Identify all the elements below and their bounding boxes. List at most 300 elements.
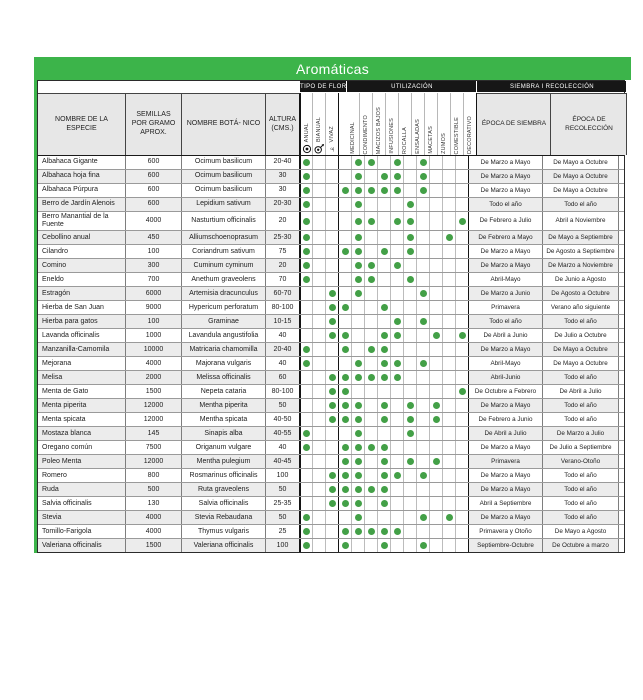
mark-cell-anual (300, 469, 313, 482)
mark-cell-comestible (443, 357, 456, 370)
mark-cell-rocalla (391, 184, 404, 197)
mark-cell-anual (300, 301, 313, 314)
mark-cell-infusiones (378, 483, 391, 496)
mark-cell-ensaladas (404, 399, 417, 412)
green-dot-icon (420, 472, 427, 479)
harvest-season-cell: De Mayo a Octubre (543, 170, 619, 183)
green-dot-icon (303, 234, 310, 241)
mark-cell-macizos-bajos (365, 399, 378, 412)
mark-cell-anual (300, 231, 313, 244)
mark-cell-vivaz (326, 184, 339, 197)
green-dot-icon (368, 276, 375, 283)
mark-cell-vivaz (326, 469, 339, 482)
mark-cell-macetas (417, 287, 430, 300)
green-dot-icon (407, 458, 414, 465)
mark-cell-medicinal (339, 156, 352, 169)
mark-cell-bianual (313, 385, 326, 398)
mark-cell-infusiones (378, 427, 391, 440)
botanical-name-cell: Graminae (182, 315, 266, 328)
mark-cell-infusiones (378, 184, 391, 197)
height-cell: 50 (266, 483, 300, 496)
mark-cell-decorativo (456, 156, 469, 169)
green-dot-icon (303, 346, 310, 353)
green-dot-icon (342, 248, 349, 255)
mark-cell-decorativo (456, 399, 469, 412)
harvest-season-cell: De Mayo a Octubre (543, 343, 619, 356)
band-tipo-de-flor: TIPO DE FLOR (300, 81, 346, 92)
header-semillas: SEMILLAS POR GRAMO APROX. (126, 93, 182, 155)
botanical-name-cell: Matricaria chamomilla (182, 343, 266, 356)
species-name-cell: Menta spicata (38, 413, 126, 426)
height-cell: 25-30 (266, 231, 300, 244)
species-name-cell: Ruda (38, 483, 126, 496)
height-cell: 100 (266, 539, 300, 552)
mark-cell-condimento (352, 198, 365, 211)
mark-cell-anual (300, 441, 313, 454)
mark-cell-vivaz (326, 427, 339, 440)
mark-cell-macizos-bajos (365, 511, 378, 524)
botanical-name-cell: Sinapis alba (182, 427, 266, 440)
botanical-name-cell: Melissa officinalis (182, 371, 266, 384)
mark-cell-rocalla (391, 427, 404, 440)
mark-cell-rocalla (391, 259, 404, 272)
mark-cell-zumos (430, 315, 443, 328)
mark-cell-ensaladas (404, 245, 417, 258)
height-cell: 10-15 (266, 315, 300, 328)
sowing-season-cell: De Octubre a Febrero (469, 385, 543, 398)
mark-cell-decorativo (456, 184, 469, 197)
mark-cell-condimento (352, 483, 365, 496)
mark-cell-anual (300, 427, 313, 440)
botanical-name-cell: Cuminum cyminum (182, 259, 266, 272)
green-dot-icon (355, 234, 362, 241)
mark-cell-decorativo (456, 455, 469, 468)
green-dot-icon (329, 472, 336, 479)
mark-cell-bianual (313, 497, 326, 510)
table-row (38, 413, 624, 427)
mark-cell-comestible (443, 184, 456, 197)
mark-cell-vivaz (326, 343, 339, 356)
green-dot-icon (355, 374, 362, 381)
mark-cell-bianual (313, 212, 326, 230)
green-dot-icon (381, 248, 388, 255)
mark-cell-macetas (417, 212, 430, 230)
harvest-season-cell: De Marzo a Noviembre (543, 259, 619, 272)
mark-cell-medicinal (339, 441, 352, 454)
mark-cell-zumos (430, 399, 443, 412)
height-cell: 40 (266, 441, 300, 454)
mark-cell-infusiones (378, 413, 391, 426)
mark-cell-medicinal (339, 511, 352, 524)
mark-cell-macizos-bajos (365, 539, 378, 552)
mark-cell-vivaz (326, 329, 339, 342)
mark-cell-condimento (352, 343, 365, 356)
mark-cell-anual (300, 511, 313, 524)
mark-cell-bianual (313, 259, 326, 272)
util-col-macetas (425, 93, 438, 155)
green-dot-icon (381, 458, 388, 465)
table-row (38, 343, 624, 357)
mark-cell-infusiones (378, 441, 391, 454)
seeds-per-gram-cell: 500 (126, 483, 182, 496)
botanical-name-cell: Ocimum basilicum (182, 156, 266, 169)
mark-cell-medicinal (339, 170, 352, 183)
table-row (38, 184, 624, 198)
harvest-season-cell: De Agosto a Septiembre (543, 245, 619, 258)
mark-cell-comestible (443, 469, 456, 482)
mark-cell-comestible (443, 343, 456, 356)
mark-cell-infusiones (378, 343, 391, 356)
green-dot-icon (342, 486, 349, 493)
height-cell: 70 (266, 273, 300, 286)
green-dot-icon (342, 332, 349, 339)
mark-cell-medicinal (339, 371, 352, 384)
mark-cell-rocalla (391, 525, 404, 538)
green-dot-icon (381, 500, 388, 507)
table-row (38, 427, 624, 441)
mark-cell-macetas (417, 273, 430, 286)
harvest-season-cell: Todo el año (543, 399, 619, 412)
sowing-season-cell: De Abril a Junio (469, 329, 543, 342)
mark-cell-infusiones (378, 511, 391, 524)
mark-cell-ensaladas (404, 184, 417, 197)
mark-cell-infusiones (378, 259, 391, 272)
green-dot-icon (420, 360, 427, 367)
mark-cell-macizos-bajos (365, 245, 378, 258)
mark-cell-anual (300, 184, 313, 197)
species-name-cell: Valeriana officinalis (38, 539, 126, 552)
mark-cell-macizos-bajos (365, 301, 378, 314)
flower-col-anual (300, 93, 313, 155)
mark-cell-comestible (443, 259, 456, 272)
mark-cell-condimento (352, 184, 365, 197)
seeds-per-gram-cell: 7500 (126, 441, 182, 454)
sowing-season-cell: De Marzo a Mayo (469, 170, 543, 183)
seeds-per-gram-cell: 4000 (126, 357, 182, 370)
sowing-season-cell: De Marzo a Mayo (469, 184, 543, 197)
green-dot-icon (329, 374, 336, 381)
mark-cell-macetas (417, 245, 430, 258)
mark-cell-anual (300, 371, 313, 384)
mark-cell-macizos-bajos (365, 198, 378, 211)
mark-cell-infusiones (378, 156, 391, 169)
mark-cell-vivaz (326, 455, 339, 468)
mark-cell-bianual (313, 329, 326, 342)
mark-cell-ensaladas (404, 371, 417, 384)
green-dot-icon (407, 201, 414, 208)
mark-cell-rocalla (391, 371, 404, 384)
table-row (38, 273, 624, 287)
table-row (38, 287, 624, 301)
seeds-per-gram-cell: 4000 (126, 525, 182, 538)
mark-cell-macetas (417, 259, 430, 272)
botanical-name-cell: Anethum graveolens (182, 273, 266, 286)
mark-cell-infusiones (378, 315, 391, 328)
util-col-label: COMESTIBLE (454, 116, 461, 154)
green-dot-icon (381, 187, 388, 194)
mark-cell-infusiones (378, 198, 391, 211)
green-dot-icon (355, 514, 362, 521)
green-dot-icon (303, 187, 310, 194)
green-dot-icon (303, 542, 310, 549)
mark-cell-zumos (430, 413, 443, 426)
sowing-season-cell: Septiembre-Octubre (469, 539, 543, 552)
mark-cell-decorativo (456, 511, 469, 524)
mark-cell-infusiones (378, 455, 391, 468)
mark-cell-macetas (417, 469, 430, 482)
mark-cell-zumos (430, 469, 443, 482)
sowing-season-cell: De Marzo a Mayo (469, 399, 543, 412)
height-cell: 40-45 (266, 455, 300, 468)
height-cell: 40-50 (266, 413, 300, 426)
botanical-name-cell: Rosmarinus officinalis (182, 469, 266, 482)
mark-cell-bianual (313, 413, 326, 426)
green-dot-icon (303, 218, 310, 225)
sowing-season-cell: De Febrero a Mayo (469, 231, 543, 244)
green-dot-icon (342, 388, 349, 395)
table-row (38, 385, 624, 399)
mark-cell-decorativo (456, 329, 469, 342)
util-col-condimento (360, 93, 373, 155)
green-dot-icon (303, 159, 310, 166)
seeds-per-gram-cell: 6000 (126, 287, 182, 300)
height-cell: 30 (266, 184, 300, 197)
page-title: Aromáticas (295, 60, 370, 77)
seeds-per-gram-cell: 4000 (126, 212, 182, 230)
mark-cell-condimento (352, 497, 365, 510)
mark-cell-zumos (430, 156, 443, 169)
sowing-season-cell: De Marzo a Mayo (469, 156, 543, 169)
sowing-season-cell: Primavera (469, 301, 543, 314)
green-dot-icon (329, 486, 336, 493)
mark-cell-ensaladas (404, 455, 417, 468)
green-dot-icon (342, 187, 349, 194)
green-dot-icon (355, 430, 362, 437)
mark-cell-medicinal (339, 259, 352, 272)
mark-cell-decorativo (456, 371, 469, 384)
botanical-name-cell: Coriandrum sativum (182, 245, 266, 258)
flower-col-vivaz (326, 93, 339, 155)
mark-cell-condimento (352, 427, 365, 440)
mark-cell-decorativo (456, 385, 469, 398)
mark-cell-condimento (352, 511, 365, 524)
botanical-name-cell: Mentha piperita (182, 399, 266, 412)
green-dot-icon (368, 444, 375, 451)
harvest-season-cell: Todo el año (543, 511, 619, 524)
mark-cell-comestible (443, 212, 456, 230)
mark-cell-medicinal (339, 329, 352, 342)
table-row (38, 497, 624, 511)
green-dot-icon (355, 472, 362, 479)
mark-cell-vivaz (326, 287, 339, 300)
mark-cell-macizos-bajos (365, 469, 378, 482)
mark-cell-zumos (430, 371, 443, 384)
harvest-season-cell: Todo el año (543, 469, 619, 482)
green-dot-icon (459, 218, 466, 225)
mark-cell-decorativo (456, 198, 469, 211)
harvest-season-cell: De Mayo a Octubre (543, 156, 619, 169)
mark-cell-bianual (313, 273, 326, 286)
green-dot-icon (355, 187, 362, 194)
group-siembra-recoleccion (477, 81, 627, 155)
mark-cell-vivaz (326, 497, 339, 510)
mark-cell-infusiones (378, 273, 391, 286)
seeds-per-gram-cell: 12000 (126, 455, 182, 468)
botanical-name-cell: Salvia officinalis (182, 497, 266, 510)
sowing-season-cell: Abril-Mayo (469, 357, 543, 370)
util-col-zumos (438, 93, 451, 155)
mark-cell-condimento (352, 156, 365, 169)
mark-cell-macizos-bajos (365, 385, 378, 398)
green-dot-icon (407, 234, 414, 241)
seeds-per-gram-cell: 10000 (126, 343, 182, 356)
mark-cell-bianual (313, 427, 326, 440)
mark-cell-medicinal (339, 357, 352, 370)
mark-cell-anual (300, 287, 313, 300)
species-name-cell: Berro de Jardín Alenois (38, 198, 126, 211)
sowing-season-cell: Primavera (469, 455, 543, 468)
mark-cell-comestible (443, 198, 456, 211)
harvest-season-cell: De Mayo a Agosto (543, 525, 619, 538)
mark-cell-condimento (352, 371, 365, 384)
botanical-name-cell: Mentha spicata (182, 413, 266, 426)
mark-cell-condimento (352, 329, 365, 342)
table-row (38, 483, 624, 497)
species-name-cell: Eneldo (38, 273, 126, 286)
mark-cell-medicinal (339, 455, 352, 468)
mark-cell-zumos (430, 525, 443, 538)
aromatics-table-wrap (34, 80, 625, 553)
mark-cell-medicinal (339, 483, 352, 496)
green-dot-icon (381, 528, 388, 535)
green-dot-icon (381, 486, 388, 493)
green-dot-icon (459, 332, 466, 339)
mark-cell-anual (300, 245, 313, 258)
mark-cell-comestible (443, 301, 456, 314)
mark-cell-comestible (443, 427, 456, 440)
green-dot-icon (407, 218, 414, 225)
mark-cell-zumos (430, 511, 443, 524)
util-col-label: INFUSIONES (389, 118, 396, 154)
harvest-season-cell: Todo el año (543, 198, 619, 211)
mark-cell-macizos-bajos (365, 455, 378, 468)
table-row (38, 259, 624, 273)
mark-cell-medicinal (339, 497, 352, 510)
mark-cell-anual (300, 156, 313, 169)
mark-cell-decorativo (456, 357, 469, 370)
mark-cell-anual (300, 483, 313, 496)
green-dot-icon (355, 201, 362, 208)
harvest-season-cell: De Mayo a Octubre (543, 357, 619, 370)
mark-cell-ensaladas (404, 287, 417, 300)
util-col-comestible (451, 93, 464, 155)
mark-cell-decorativo (456, 245, 469, 258)
green-dot-icon (329, 318, 336, 325)
mark-cell-ensaladas (404, 329, 417, 342)
seeds-per-gram-cell: 12000 (126, 413, 182, 426)
mark-cell-ensaladas (404, 259, 417, 272)
mark-cell-macetas (417, 539, 430, 552)
mark-cell-bianual (313, 483, 326, 496)
green-dot-icon (433, 458, 440, 465)
mark-cell-bianual (313, 301, 326, 314)
util-col-label: ROCALLA (402, 126, 409, 154)
table-row (38, 525, 624, 539)
mark-cell-comestible (443, 525, 456, 538)
green-dot-icon (355, 262, 362, 269)
mark-cell-medicinal (339, 525, 352, 538)
mark-cell-medicinal (339, 385, 352, 398)
mark-cell-condimento (352, 385, 365, 398)
green-dot-icon (368, 218, 375, 225)
table-row (38, 212, 624, 231)
mark-cell-rocalla (391, 343, 404, 356)
util-col-label: MACIZOS BAJOS (376, 106, 383, 154)
sowing-season-cell: Primavera y Otoño (469, 525, 543, 538)
mark-cell-macetas (417, 329, 430, 342)
mark-cell-comestible (443, 170, 456, 183)
seeds-per-gram-cell: 9000 (126, 301, 182, 314)
mark-cell-macizos-bajos (365, 427, 378, 440)
header-botanico: NOMBRE BOTÁ- NICO (182, 93, 266, 155)
mark-cell-ensaladas (404, 413, 417, 426)
green-dot-icon (355, 218, 362, 225)
green-dot-icon (433, 416, 440, 423)
green-dot-icon (342, 304, 349, 311)
group-utilizacion (347, 81, 477, 155)
green-dot-icon (303, 444, 310, 451)
table-row (38, 170, 624, 184)
species-name-cell: Cilandro (38, 245, 126, 258)
table-row (38, 315, 624, 329)
mark-cell-medicinal (339, 245, 352, 258)
green-dot-icon (355, 444, 362, 451)
mark-cell-medicinal (339, 315, 352, 328)
header-especie: NOMBRE DE LA ESPECIE (38, 93, 126, 155)
mark-cell-comestible (443, 385, 456, 398)
mark-cell-anual (300, 273, 313, 286)
mark-cell-infusiones (378, 231, 391, 244)
height-cell: 80-100 (266, 385, 300, 398)
mark-cell-macetas (417, 231, 430, 244)
util-col-label: DECORATIVO (467, 116, 474, 154)
green-dot-icon (381, 346, 388, 353)
green-dot-icon (355, 159, 362, 166)
mark-cell-zumos (430, 287, 443, 300)
mark-cell-comestible (443, 287, 456, 300)
harvest-season-cell: De Marzo a Julio (543, 427, 619, 440)
mark-cell-macetas (417, 170, 430, 183)
mark-cell-vivaz (326, 413, 339, 426)
sowing-season-cell: De Febrero a Junio (469, 413, 543, 426)
mark-cell-bianual (313, 343, 326, 356)
mark-cell-ensaladas (404, 497, 417, 510)
green-dot-icon (303, 201, 310, 208)
mark-cell-rocalla (391, 441, 404, 454)
mark-cell-infusiones (378, 170, 391, 183)
band-siembra-recoleccion: SIEMBRA I RECOLECCIÓN (477, 81, 626, 92)
green-dot-icon (407, 276, 414, 283)
green-dot-icon (381, 444, 388, 451)
mark-cell-ensaladas (404, 156, 417, 169)
green-dot-icon (342, 416, 349, 423)
mark-cell-decorativo (456, 497, 469, 510)
green-dot-icon (355, 290, 362, 297)
util-col-macizos-bajos (373, 93, 386, 155)
species-name-cell: Melisa (38, 371, 126, 384)
mark-cell-zumos (430, 259, 443, 272)
table-body (38, 156, 624, 552)
